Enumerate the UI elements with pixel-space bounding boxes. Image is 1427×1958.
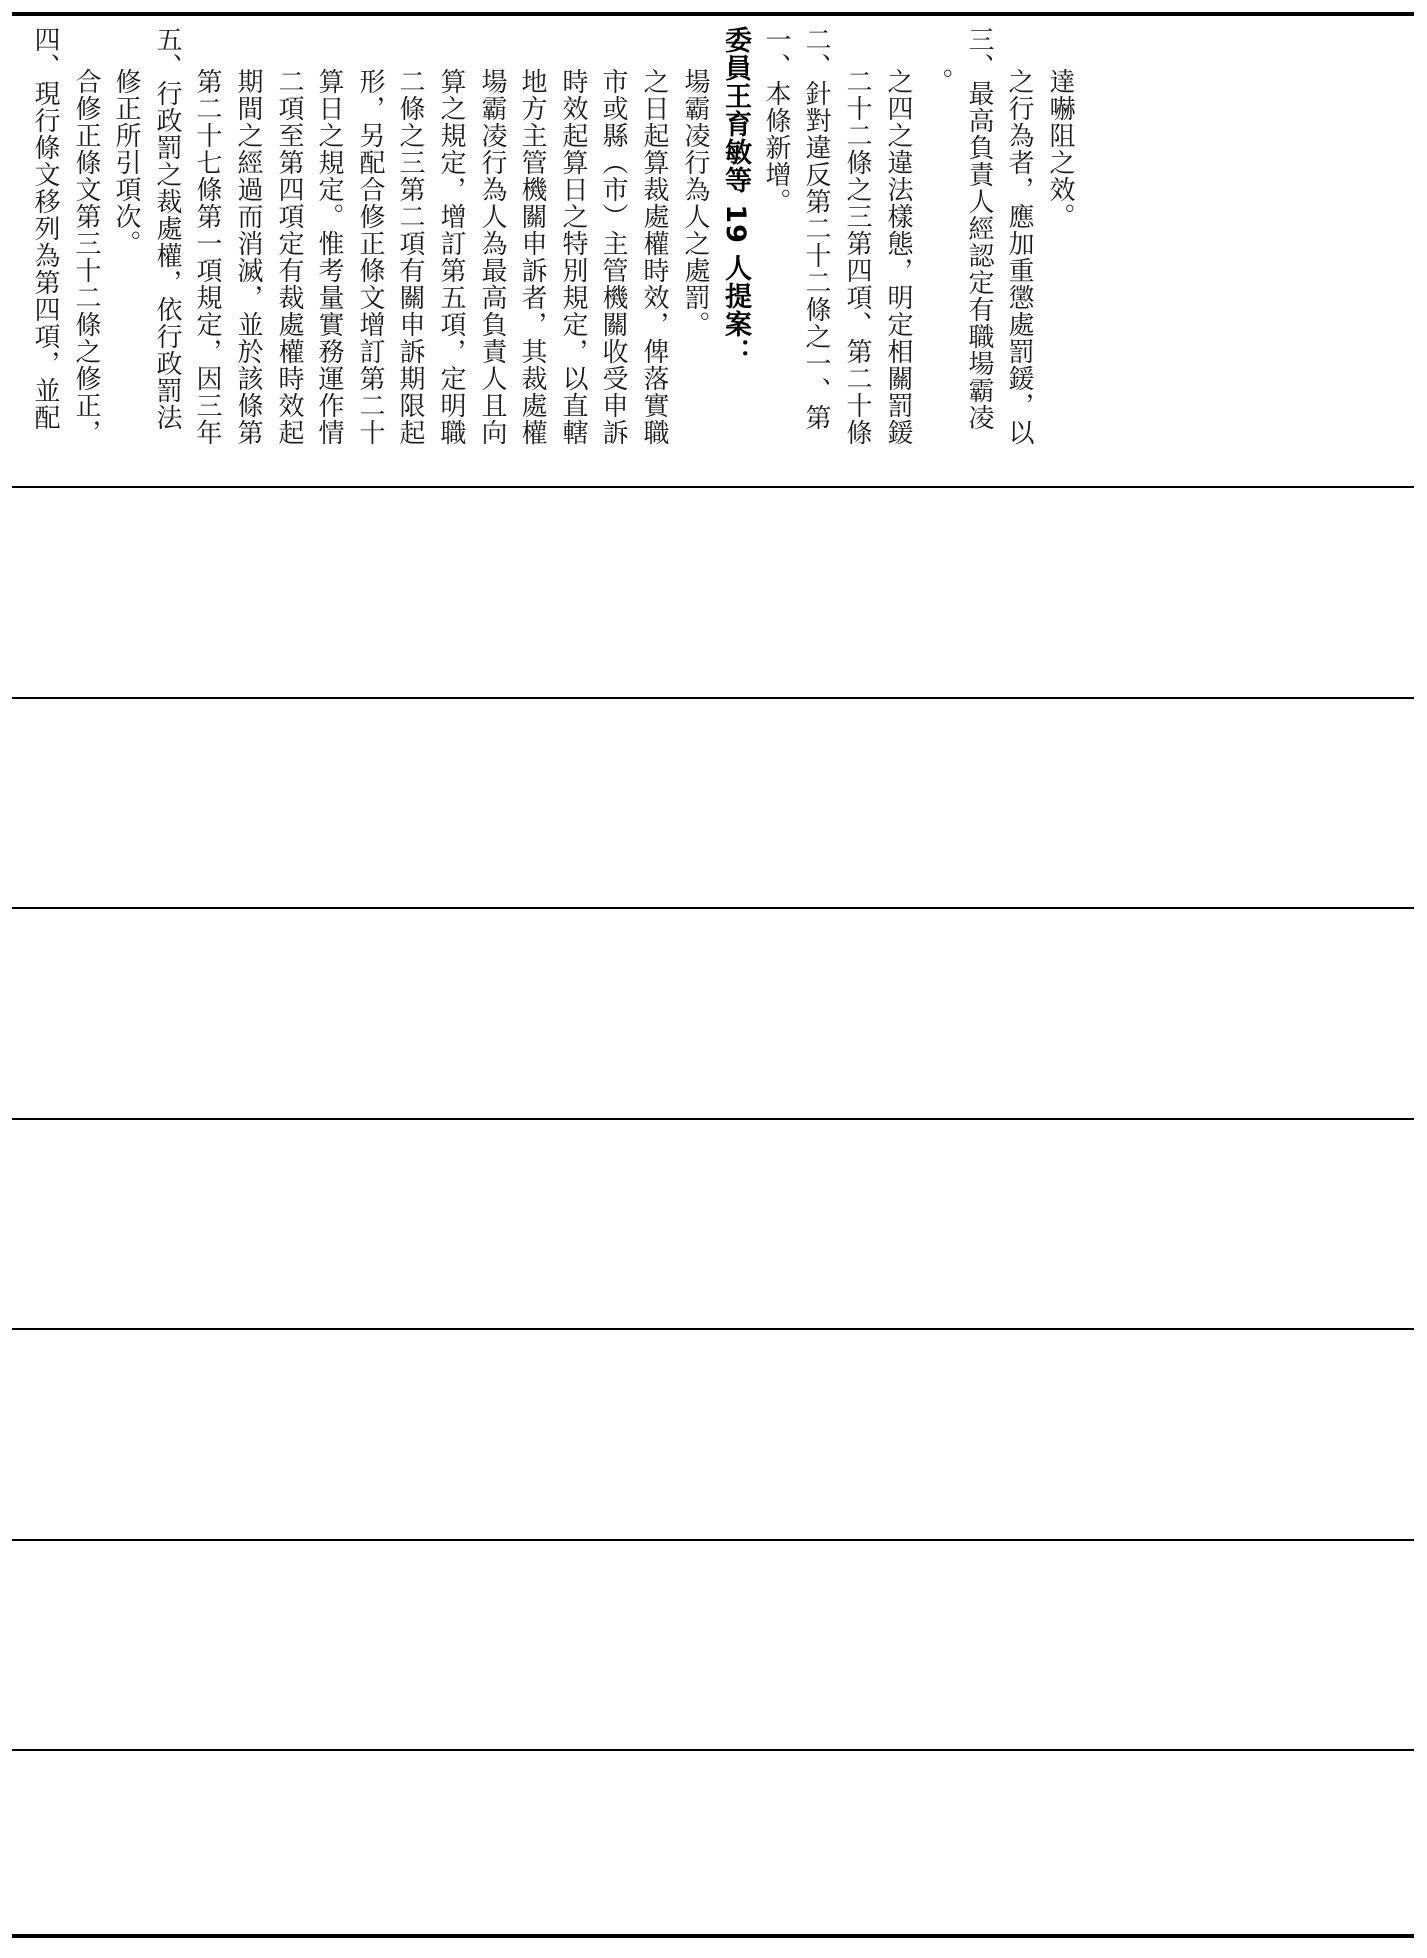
text-column: 之日起算裁處權時效，俾落實職 xyxy=(639,68,669,446)
text-column: 算之規定，增訂第五項，定明職 xyxy=(436,68,466,446)
text-column: 形，另配合修正條文增訂第二十 xyxy=(355,68,385,446)
text-column: 四、現行條文移列為第四項，並配 xyxy=(30,26,60,431)
text-column: 第二十七條第一項規定，因三年 xyxy=(192,68,222,446)
text-column: 算日之規定。惟考量實務運作情 xyxy=(314,68,344,446)
text-column: 之四之違法樣態，明定相關罰鍰 xyxy=(883,68,913,446)
text-column: 二條之三第二項有關申訴期限起 xyxy=(395,68,425,446)
text-column: 三、最高負責人經認定有職場霸凌 xyxy=(964,26,994,431)
text-column: 達嚇阻之效。 xyxy=(1045,68,1075,230)
text-column: 市或縣（市）主管機關收受申訴 xyxy=(598,68,628,446)
text-column: 修正所引項次。 xyxy=(111,68,141,257)
text-column: 二項至第四項定有裁處權時效起 xyxy=(274,68,304,446)
text-column: 期間之經過而消滅，並於該條第 xyxy=(233,68,263,446)
text-column: 之行為者，應加重懲處罰鍰，以 xyxy=(1004,68,1034,446)
text-column: 時效起算日之特別規定，以直轄 xyxy=(558,68,588,446)
text-column: 場霸凌行為人之處罰。 xyxy=(680,68,710,338)
text-column: 二、針對違反第二十二條之一、第 xyxy=(801,26,831,431)
text-column: 。 xyxy=(923,68,953,95)
proposal-heading: 委員王育敏等 19 人提案： xyxy=(720,26,751,367)
text-column: 場霸凌行為人為最高負責人且向 xyxy=(477,68,507,446)
text-column: 合修正條文第三十二條之修正， xyxy=(71,68,101,446)
text-column: 五、行政罰之裁處權，依行政罰法 xyxy=(152,26,182,431)
text-column: 一、本條新增。 xyxy=(761,26,791,215)
text-column: 地方主管機關申訴者，其裁處權 xyxy=(517,68,547,446)
text-column: 二十二條之三第四項、第二十條 xyxy=(842,68,872,446)
